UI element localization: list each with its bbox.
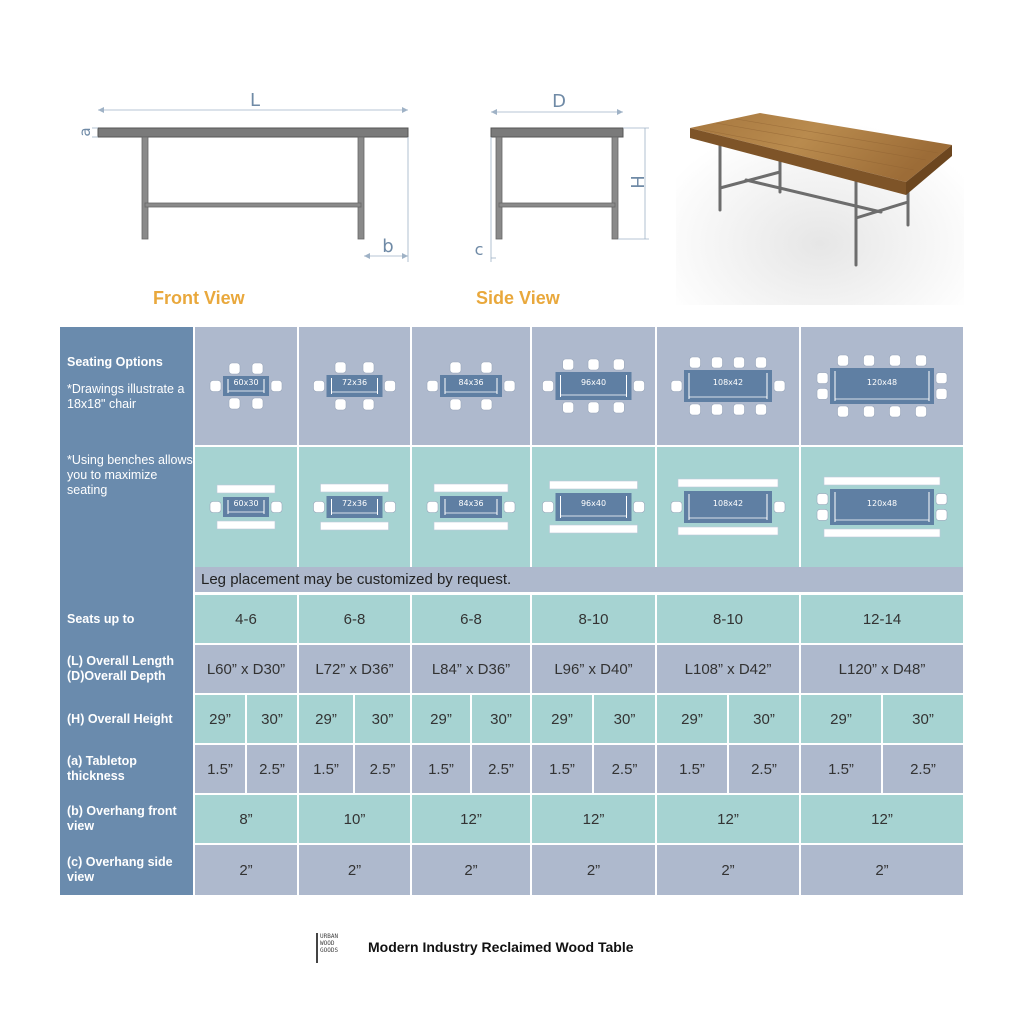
bench-layout-drawing (195, 447, 297, 567)
overhang-side-value: 2” (195, 845, 297, 895)
thickness-value-a: 1.5” (657, 745, 727, 793)
seats-value: 8-10 (532, 595, 655, 643)
bench-layout-84x36 (412, 447, 530, 567)
height-value-b: 30” (472, 695, 530, 743)
bench-layout-drawing (532, 447, 655, 567)
bench-layout-72x36 (299, 447, 410, 567)
table-size-label: 96x40 (580, 499, 607, 508)
side-view-label: Side View (476, 288, 560, 308)
product-name: Modern Industry Reclaimed Wood Table (368, 939, 634, 955)
front-view-label: Front View (153, 288, 245, 308)
chair-layout-108x42 (657, 327, 799, 445)
size-value: L96” x D40” (532, 645, 655, 693)
chair-layout-drawing (412, 327, 530, 445)
thickness-value-b: 2.5” (472, 745, 530, 793)
thickness-value-a: 1.5” (195, 745, 245, 793)
bench-layout-108x42 (657, 447, 799, 567)
seats-value: 8-10 (657, 595, 799, 643)
table-size-label: 120x48 (866, 378, 898, 387)
chair-layout-drawing (657, 327, 799, 445)
chair-layout-drawing (532, 327, 655, 445)
bench-layout-60x30 (195, 447, 297, 567)
height-value-b: 30” (355, 695, 410, 743)
chair-layout-drawing (299, 327, 410, 445)
height-value-a: 29” (299, 695, 353, 743)
overhang-front-value: 12” (532, 795, 655, 843)
table-size-label: 84x36 (458, 378, 484, 387)
overhang-front-value: 10” (299, 795, 410, 843)
chair-layout-drawing (195, 327, 297, 445)
row-label-height: (H) Overall Height (67, 711, 173, 726)
thickness-value-b: 2.5” (594, 745, 655, 793)
row-label-size (60, 645, 193, 693)
chair-layout-72x36 (299, 327, 410, 445)
thickness-value-a: 1.5” (532, 745, 592, 793)
height-value-b: 30” (729, 695, 799, 743)
size-value: L72” x D36” (299, 645, 410, 693)
front-tabletop (98, 128, 408, 137)
front-stretcher (145, 203, 361, 207)
chair-layout-84x36 (412, 327, 530, 445)
row-label-seats: Seats up to (67, 611, 135, 626)
side-leg-right (612, 137, 618, 239)
table-size-label: 108x42 (712, 378, 744, 387)
row-label-length: (L) Overall Length (67, 654, 174, 668)
table-size-label: 108x42 (712, 499, 744, 508)
row-label-overhang-side: (c) Overhang side view (67, 855, 173, 884)
thickness-value-a: 1.5” (299, 745, 353, 793)
seats-value: 6-8 (299, 595, 410, 643)
bench-layout-drawing (412, 447, 530, 567)
table-size-label: 72x36 (341, 499, 368, 508)
table-size-label: 60x30 (233, 378, 259, 387)
overhang-side-value: 2” (532, 845, 655, 895)
thickness-value-b: 2.5” (247, 745, 297, 793)
side-view-drawing (465, 80, 665, 270)
dim-a-label: a (76, 127, 94, 137)
size-value: L60” x D30” (195, 645, 297, 693)
dim-D-label: D (552, 91, 566, 112)
overhang-front-value: 8” (195, 795, 297, 843)
dim-H-label: H (626, 175, 647, 189)
bench-layout-96x40 (532, 447, 655, 567)
bench-layout-drawing (657, 447, 799, 567)
side-stretcher (499, 203, 615, 207)
thickness-value-b: 2.5” (729, 745, 799, 793)
overhang-side-value: 2” (412, 845, 530, 895)
table-size-label: 120x48 (866, 499, 898, 508)
height-value-a: 29” (657, 695, 727, 743)
bench-layout-120x48 (801, 447, 963, 567)
seating-options-header (60, 327, 193, 445)
overhang-front-value: 12” (412, 795, 530, 843)
overhang-side-value: 2” (801, 845, 963, 895)
table-product-image (676, 100, 964, 305)
table-size-label: 72x36 (341, 378, 368, 387)
row-label-overhang-front: (b) Overhang front view (67, 804, 177, 833)
seats-value: 6-8 (412, 595, 530, 643)
thickness-value-a: 1.5” (801, 745, 881, 793)
leg-note: Leg placement may be customized by request. (201, 571, 512, 588)
chair-layout-120x48 (801, 327, 963, 445)
height-value-b: 30” (247, 695, 297, 743)
table-size-label: 96x40 (580, 378, 607, 387)
height-value-a: 29” (532, 695, 592, 743)
height-value-a: 29” (801, 695, 881, 743)
chair-layout-96x40 (532, 327, 655, 445)
chair-layout-60x30 (195, 327, 297, 445)
bench-layout-drawing (801, 447, 963, 567)
dim-b-label: b (382, 236, 394, 257)
front-leg-left (142, 137, 148, 239)
seating-options-title: Seating Options (67, 355, 163, 369)
front-leg-right (358, 137, 364, 239)
thickness-value-b: 2.5” (355, 745, 410, 793)
seats-value: 12-14 (801, 595, 963, 643)
seats-value: 4-6 (195, 595, 297, 643)
thickness-value-b: 2.5” (883, 745, 963, 793)
leg-note-row (195, 567, 963, 592)
size-value: L108” x D42” (657, 645, 799, 693)
row-label-thickness: (a) Tabletop thickness (67, 754, 137, 783)
urban-wood-goods-logo: URBAN WOOD GOODS (316, 933, 352, 963)
bench-note: *Using benches allows you to maximize seating (67, 453, 193, 497)
seating-note: *Drawings illustrate a 18x18" chair (67, 382, 185, 411)
overhang-front-value: 12” (657, 795, 799, 843)
table-size-label: 84x36 (458, 499, 484, 508)
overhang-side-value: 2” (657, 845, 799, 895)
side-tabletop (491, 128, 623, 137)
dim-L-label: L (249, 90, 261, 111)
size-value: L120” x D48” (801, 645, 963, 693)
size-value: L84” x D36” (412, 645, 530, 693)
overhang-side-value: 2” (299, 845, 410, 895)
spec-table (60, 327, 963, 895)
overhang-front-value: 12” (801, 795, 963, 843)
front-view-drawing (60, 80, 430, 270)
table-size-label: 60x30 (233, 499, 259, 508)
row-label-depth: (D)Overall Depth (67, 669, 166, 683)
height-value-a: 29” (412, 695, 470, 743)
height-value-a: 29” (195, 695, 245, 743)
bench-layout-drawing (299, 447, 410, 567)
chair-layout-drawing (801, 327, 963, 445)
thickness-value-a: 1.5” (412, 745, 470, 793)
dim-c-label: c (474, 240, 484, 259)
side-leg-left (496, 137, 502, 239)
height-value-b: 30” (594, 695, 655, 743)
height-value-b: 30” (883, 695, 963, 743)
